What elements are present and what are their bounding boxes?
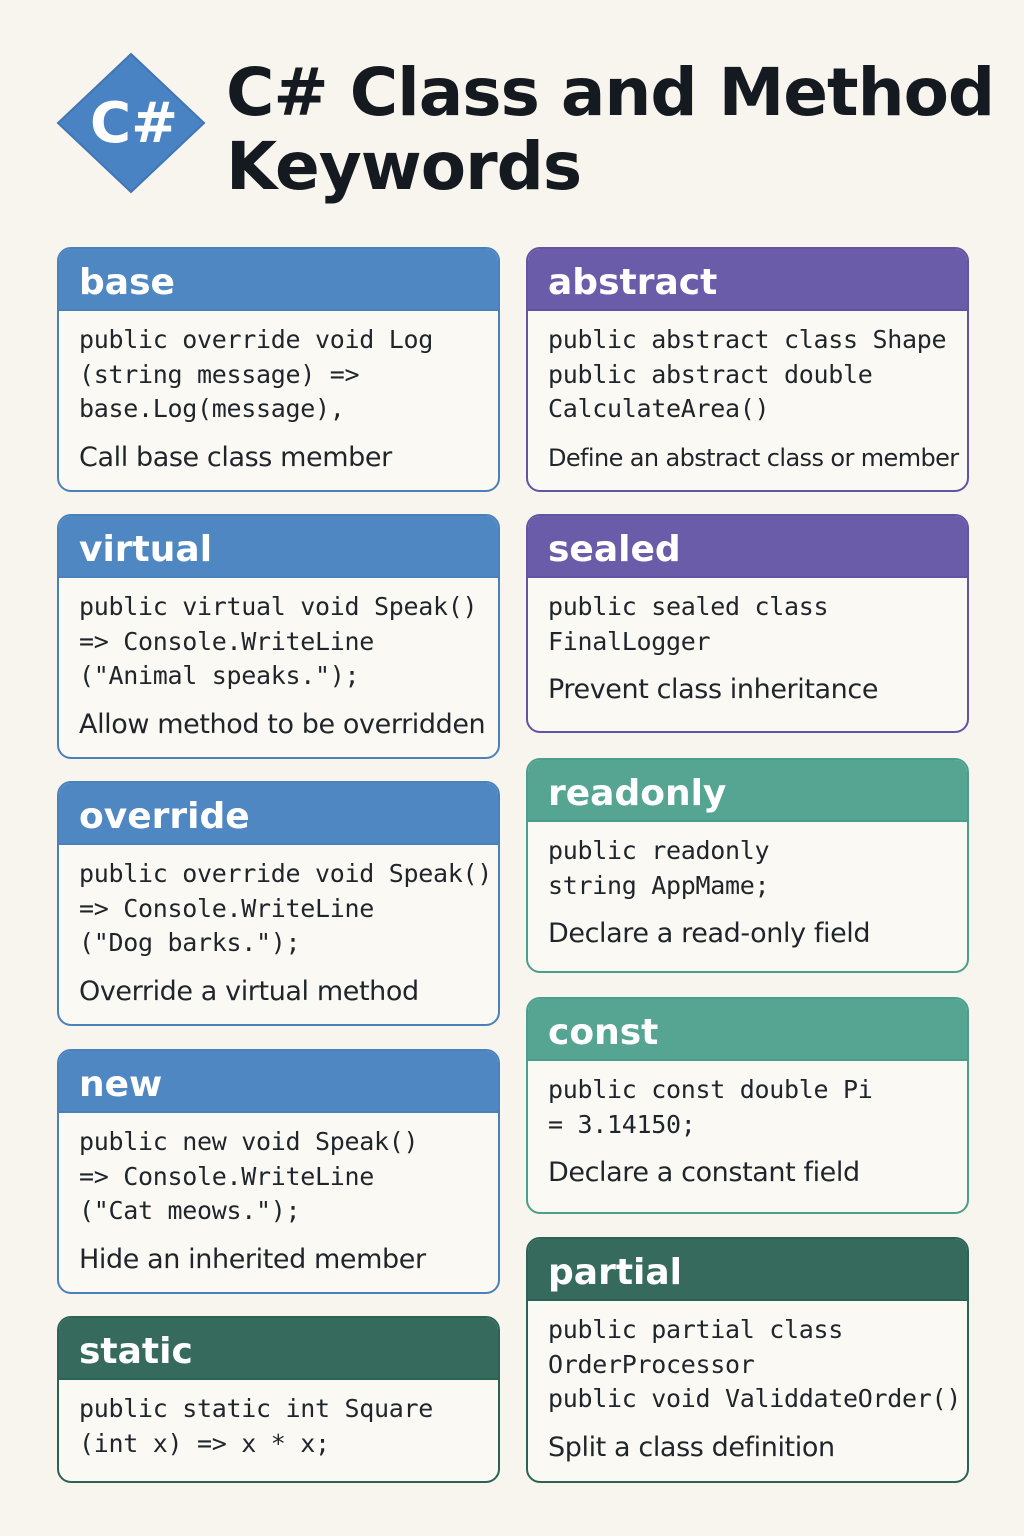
card-override xyxy=(57,781,500,1026)
card-description: Hide an inherited member xyxy=(79,1243,426,1275)
card-code: public sealed class FinalLogger xyxy=(548,592,829,656)
card-keyword: readonly xyxy=(528,760,967,822)
card-code: public override void Speak() => Console.WriteLine ("Dog barks."); xyxy=(79,859,493,957)
card-abstract xyxy=(526,247,969,492)
card-keyword: static xyxy=(59,1318,498,1380)
card-new xyxy=(57,1049,500,1294)
card-description: Declare a constant field xyxy=(548,1157,860,1188)
card-code: public static int Square (int x) => x * x; xyxy=(79,1394,434,1458)
card-sealed xyxy=(526,514,969,733)
page-title: C# Class and Method Keywords xyxy=(226,54,995,205)
card-keyword: abstract xyxy=(528,249,967,311)
card-keyword: override xyxy=(59,783,498,845)
card-const xyxy=(526,997,969,1214)
card-keyword: sealed xyxy=(528,516,967,578)
card-virtual xyxy=(57,514,500,759)
card-base xyxy=(57,247,500,492)
card-description: Prevent class inheritance xyxy=(548,674,879,705)
card-description: Define an abstract class or member xyxy=(548,443,959,472)
card-code: public readonly string AppMame; xyxy=(548,836,770,900)
csharp-logo-icon xyxy=(56,52,206,194)
card-description: Split a class definition xyxy=(548,1431,835,1463)
header xyxy=(0,0,1024,230)
card-keyword: new xyxy=(59,1051,498,1113)
card-code: public partial class OrderProcessor public void ValiddateOrder() xyxy=(548,1315,962,1413)
card-keyword: base xyxy=(59,249,498,311)
card-description: Declare a read-only field xyxy=(548,918,871,949)
card-partial xyxy=(526,1237,969,1483)
card-code: public override void Log (string message) => base.Log(message), xyxy=(79,325,434,423)
card-description: Override a virtual method xyxy=(79,975,419,1007)
card-keyword: const xyxy=(528,999,967,1061)
card-code: public const double Pi = 3.14150; xyxy=(548,1075,873,1139)
card-description: Allow method to be overridden xyxy=(79,708,486,740)
card-static xyxy=(57,1316,500,1483)
card-code: public virtual void Speak() => Console.WriteLine ("Animal speaks."); xyxy=(79,592,478,690)
card-keyword: partial xyxy=(528,1239,967,1301)
card-readonly xyxy=(526,758,969,973)
card-keyword: virtual xyxy=(59,516,498,578)
card-code: public abstract class Shape public abstract double CalculateArea() xyxy=(548,325,947,423)
logo-text: C# xyxy=(89,91,179,156)
card-description: Call base class member xyxy=(79,441,392,473)
card-code: public new void Speak() => Console.WriteLine ("Cat meows."); xyxy=(79,1127,419,1225)
